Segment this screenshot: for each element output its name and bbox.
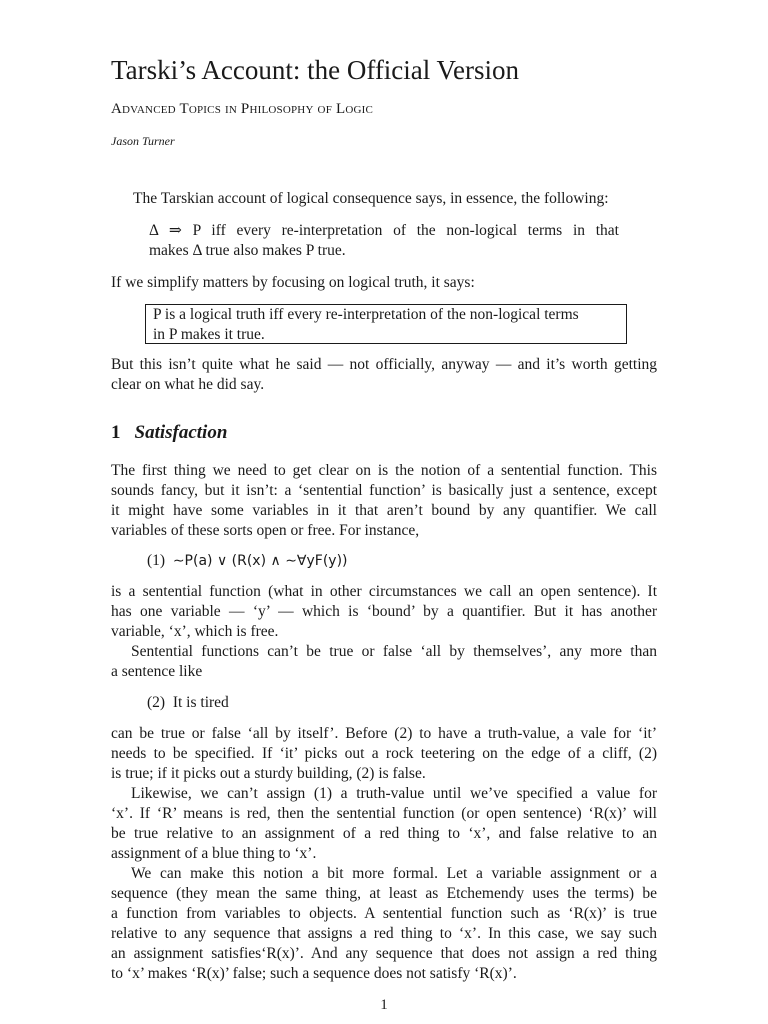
- box-line-1: P is a logical truth iff every re-interpretation of the non-logical terms: [153, 306, 579, 323]
- but-line-1: But this isn’t quite what he said — not officially, anyway — and it’s worth getting: [111, 356, 657, 373]
- section-number: 1: [111, 422, 121, 443]
- p2-line-3: variable, ‘x’, which is free.: [111, 623, 279, 640]
- paragraph-4: [111, 724, 657, 784]
- but-paragraph: [111, 355, 657, 395]
- p3-line-2: a sentence like: [111, 663, 203, 680]
- p6-line-1: We can make this notion a bit more formal. Let a variable assignment or a: [131, 865, 657, 882]
- p2-line-1: is a sentential function (what in other circumstances we call an open sentence). It: [111, 583, 657, 600]
- p5-line-1: Likewise, we can’t assign (1) a truth-value until we’ve specified a value for: [131, 785, 657, 802]
- formula-1-expression: ∼P(a) ∨ (R(x) ∧ ∼∀yF(y)): [172, 553, 348, 569]
- quote-line-1: Δ ⇒ P iff every re-interpretation of the non-logical terms in that: [149, 222, 619, 239]
- paragraph-1: [111, 461, 657, 541]
- p2-line-2: has one variable — ‘y’ — which is ‘bound’ by a quantifier. But it has another: [111, 603, 657, 620]
- p1-line-2: sounds fancy, but it isn’t: a ‘sentential function’ is basically just a sentence, except: [111, 482, 657, 499]
- paragraph-6: [111, 864, 657, 984]
- consequence-quote: [149, 221, 619, 261]
- p6-line-2: sequence (they mean the same thing, at least as Etchemendy uses the terms) be: [111, 885, 657, 902]
- box-line-2: in P makes it true.: [153, 325, 265, 343]
- p5-line-2: ‘x’. If ‘R’ means is red, then the sentential function (or open sentence) ‘R(x)’ will: [111, 805, 657, 822]
- but-line-2: clear on what he did say.: [111, 376, 265, 393]
- p6-line-6: to ‘x’ makes ‘R(x)’ false; such a sequence does not satisfy ‘R(x)’.: [111, 965, 517, 982]
- paragraph-3: [111, 642, 657, 682]
- simplify-paragraph: [111, 273, 657, 293]
- p3-line-1: Sentential functions can’t be true or false ‘all by themselves’, any more than: [131, 643, 657, 660]
- formula-2-label: (2): [147, 694, 166, 711]
- paragraph-2: [111, 582, 657, 642]
- p6-line-3: a function from variables to objects. A sentential function such as ‘R(x)’ is true: [111, 905, 657, 922]
- formula-2: [147, 693, 229, 713]
- formula-1: [147, 551, 348, 571]
- document-subtitle: [111, 99, 373, 119]
- p1-line-4: variables of these sorts open or free. For instance,: [111, 522, 420, 539]
- section-heading: [111, 421, 227, 445]
- page-number: 1: [380, 997, 388, 1013]
- p5-line-4: assignment of a blue thing to ‘x’.: [111, 845, 317, 862]
- paragraph-5: [111, 784, 657, 864]
- p1-line-1: The first thing we need to get clear on is the notion of a sentential function. This: [111, 462, 657, 479]
- subtitle-text: Advanced Topics in Philosophy of Logic: [111, 101, 374, 117]
- p4-line-3: is true; if it picks out a sturdy building, (2) is false.: [111, 765, 426, 782]
- formula-2-expression: It is tired: [172, 694, 229, 711]
- section-title: Satisfaction: [134, 422, 228, 443]
- p4-line-2: needs to be specified. If ‘it’ picks out a rock teetering on the edge of a cliff, (2): [111, 745, 657, 762]
- quote-line-2: makes Δ true also makes P true.: [149, 242, 346, 259]
- formula-1-label: (1): [147, 552, 166, 569]
- intro-lead: [133, 189, 657, 209]
- document-author: Jason Turner: [111, 134, 175, 148]
- document-title: Tarski’s Account: the Official Version: [111, 55, 520, 85]
- p4-line-1: can be true or false ‘all by itself’. Before (2) to have a truth-value, a vale for ‘it’: [111, 725, 657, 742]
- simplify-text: If we simplify matters by focusing on logical truth, it says:: [111, 274, 475, 291]
- p6-line-5: an assignment satisfies‘R(x)’. And any sequence that does not assign a red thing: [111, 945, 657, 962]
- p1-line-3: it might have some variables in it that aren’t bound by any quantifier. We call: [111, 502, 657, 519]
- intro-lead-text: The Tarskian account of logical consequence says, in essence, the following:: [133, 190, 609, 207]
- p6-line-4: relative to any sequence that assigns a red thing to ‘x’. In this case, we say such: [111, 925, 657, 942]
- logical-truth-box: [145, 304, 627, 344]
- p5-line-3: be true relative to an assignment of a red thing to ‘x’, and false relative to an: [111, 825, 657, 842]
